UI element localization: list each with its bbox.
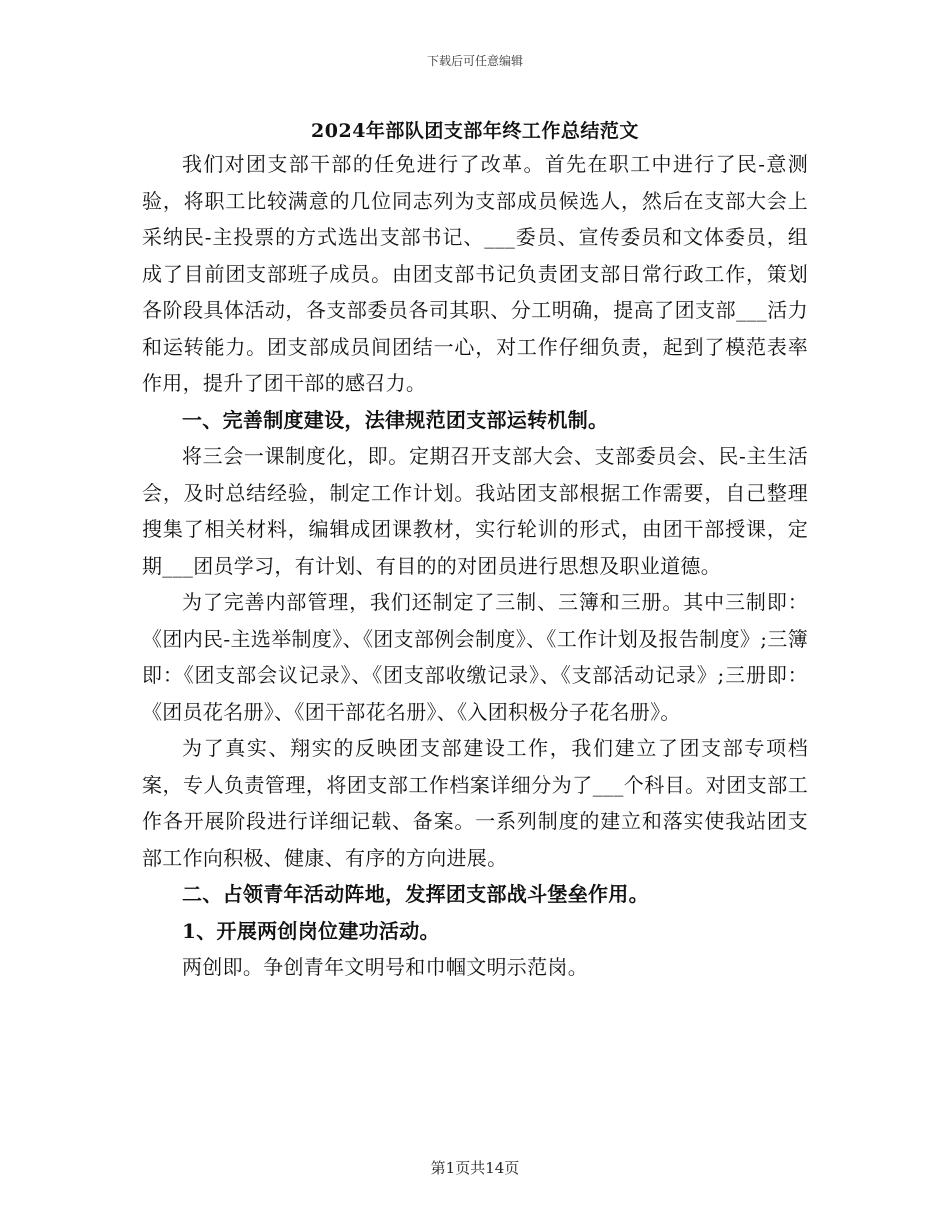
paragraph-1: 我们对团支部干部的任免进行了改革。首先在职工中进行了民-意测验，将职工比较满意的几位同志列为支部成员候选人，然后在支部大会上采纳民-主投票的方式选出支部书记、___委员、宣传委员和文体委员，组成了目前团支部班子成员。由团支部书记负责团支部日常行政工作，策划各阶段具体活动，各支部委员各司其职、分工明确，提高了团支部___活力和运转能力。团支部成员间团结一心，对工作仔细负责，起到了模范表率作用，提升了团干部的感召力。 — [142, 152, 808, 395]
section-heading-1: 一、完善制度建设，法律规范团支部运转机制。 — [182, 407, 609, 432]
paragraph-5: 两创即。争创青年文明号和巾帼文明示范岗。 — [182, 955, 588, 979]
page-number-footer: 第1页共14页 — [430, 1159, 520, 1177]
section-heading-2: 二、占领青年活动阵地，发挥团支部战斗堡垒作用。 — [182, 882, 649, 906]
paragraph-4: 为了真实、翔实的反映团支部建设工作，我们建立了团支部专项档案，专人负责管理，将团支部工作档案详细分为了___个科目。对团支部工作各开展阶段进行详细记载、备案。一系列制度的建立和落实使我站团支部工作向积极、健康、有序的方向进展。 — [142, 736, 808, 870]
document-title: 2024年部队团支部年终工作总结范文 — [311, 120, 639, 142]
paragraph-3: 为了完善内部管理，我们还制定了三制、三簿和三册。其中三制即：《团内民-主选举制度》、《团支部例会制度》、《工作计划及报告制度》;三簿即：《团支部会议记录》、《团支部收缴记录》、《支部活动记录》;三册即：《团员花名册》、《团干部花名册》、《入团积极分子花名册》。 — [142, 590, 808, 724]
header-note: 下载后可任意编辑 — [426, 54, 523, 68]
paragraph-2: 将三会一课制度化，即。定期召开支部大会、支部委员会、民-主生活会，及时总结经验，制定工作计划。我站团支部根据工作需要，自己整理搜集了相关材料，编辑成团课教材，实行轮训的形式，由团干部授课，定期___团员学习，有计划、有目的的对团员进行思想及职业道德。 — [142, 444, 808, 578]
document-body — [142, 146, 808, 986]
subsection-heading-1: 1、开展两创岗位建功活动。 — [182, 918, 440, 943]
